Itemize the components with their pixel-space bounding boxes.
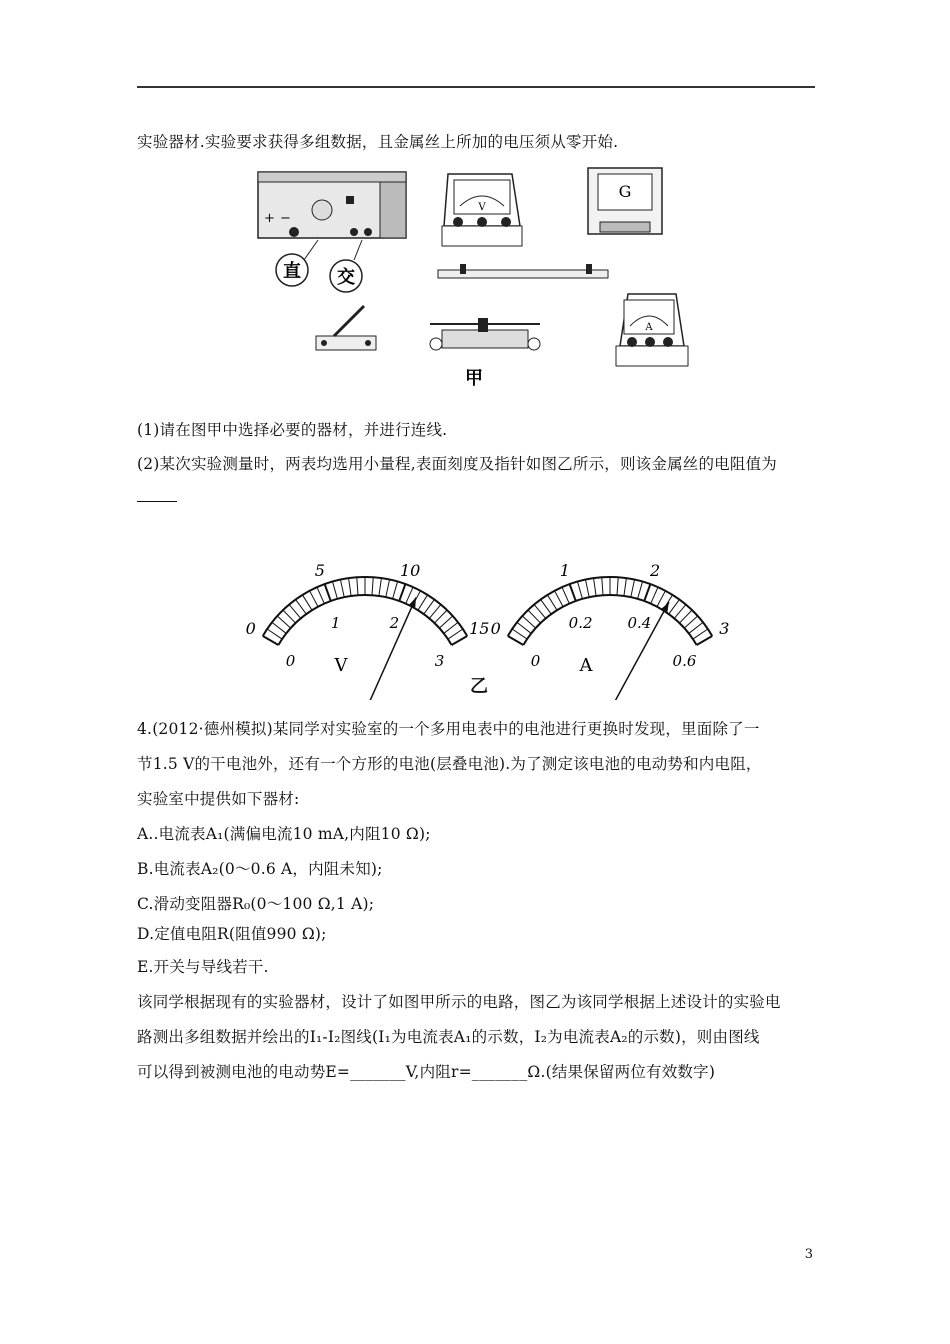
meter-symbol: A bbox=[579, 655, 593, 676]
scale-tick bbox=[638, 582, 643, 599]
scale-tick bbox=[522, 616, 535, 628]
item-c: C.滑动变阻器R₀(0～100 Ω,1 A); bbox=[137, 895, 375, 913]
scale-tick bbox=[562, 587, 569, 603]
dc-label: 直 bbox=[283, 261, 301, 282]
inner-scale-label: 0 bbox=[285, 652, 296, 670]
scale-tick bbox=[310, 591, 318, 607]
inner-scale-label: 0.2 bbox=[568, 614, 593, 633]
scale-tick bbox=[534, 605, 546, 619]
outer-scale-label: 3 bbox=[719, 619, 730, 638]
svg-text:−: − bbox=[280, 211, 291, 226]
scale-tick bbox=[277, 616, 290, 628]
ac-label: 交 bbox=[337, 267, 355, 288]
scale-tick bbox=[631, 580, 635, 598]
outer-scale-label: 0 bbox=[490, 619, 501, 638]
item-a: A..电流表A₁(满偏电流10 mA,内阻10 Ω); bbox=[137, 825, 431, 843]
galvanometer-device bbox=[588, 168, 662, 234]
item-d: D.定值电阻R(阻值990 Ω); bbox=[137, 925, 327, 943]
item-e: E.开关与导线若干. bbox=[137, 958, 269, 976]
scale-tick bbox=[512, 629, 527, 639]
scale-tick bbox=[439, 616, 452, 628]
scale-tick bbox=[679, 610, 692, 623]
ammeter-dial bbox=[491, 561, 730, 700]
scale-tick bbox=[386, 580, 390, 598]
scale-tick bbox=[283, 610, 296, 623]
scale-tick bbox=[669, 600, 680, 615]
scale-tick bbox=[349, 578, 352, 596]
scale-tick bbox=[528, 610, 541, 623]
svg-text:G: G bbox=[618, 182, 632, 201]
metal-wire-board bbox=[438, 264, 608, 278]
switch-device bbox=[316, 306, 376, 350]
scale-tick bbox=[317, 587, 324, 603]
outer-scale-label: 1 bbox=[559, 560, 570, 580]
scale-tick bbox=[547, 595, 557, 610]
outer-scale-label: 2 bbox=[650, 560, 661, 580]
scale-tick bbox=[617, 577, 618, 595]
meter-needle bbox=[369, 598, 416, 700]
p4-line-1: 4.(2012·德州模拟)某同学对实验室的一个多用电表中的电池进行更换时发现，里面除了一 bbox=[137, 720, 760, 738]
scale-tick bbox=[689, 622, 703, 633]
outer-scale-label: 5 bbox=[314, 560, 325, 580]
scale-tick bbox=[267, 629, 282, 639]
scale-tick bbox=[448, 629, 463, 639]
scale-tick bbox=[340, 580, 344, 598]
scale-tick bbox=[602, 577, 603, 595]
answer-blank bbox=[137, 488, 177, 506]
scale-tick bbox=[684, 616, 697, 628]
scale-tick bbox=[555, 591, 563, 607]
scale-tick bbox=[399, 584, 405, 601]
scale-tick bbox=[693, 629, 708, 639]
scale-tick bbox=[674, 605, 686, 619]
scale-tick bbox=[644, 584, 650, 601]
p5-line-2: 路测出多组数据并绘出的I₁-I₂图线(I₁为电流表A₁的示数，I₂为电流表A₂的示数)，则由图线 bbox=[137, 1028, 760, 1046]
scale-tick bbox=[406, 587, 413, 603]
voltmeter-dial bbox=[246, 561, 490, 700]
scale-tick bbox=[325, 584, 331, 601]
scale-tick bbox=[434, 610, 447, 623]
scale-tick bbox=[541, 600, 552, 615]
svg-text:V: V bbox=[478, 202, 486, 213]
scale-tick bbox=[570, 584, 576, 601]
scale-tick bbox=[357, 577, 358, 595]
scale-tick bbox=[594, 578, 597, 596]
p4-line-3: 实验室中提供如下器材: bbox=[137, 790, 300, 808]
inner-scale-label: 2 bbox=[389, 614, 400, 633]
scale-tick bbox=[393, 582, 398, 599]
page-number: 3 bbox=[804, 1247, 813, 1262]
p5-line-3: 可以得到被测电池的电动势E=_______V,内阻r=_______Ω.(结果保留两位有效数字) bbox=[137, 1063, 716, 1081]
outer-scale-label: 15 bbox=[469, 619, 490, 638]
scale-tick bbox=[372, 577, 373, 595]
p5-line-1: 该同学根据现有的实验器材，设计了如图甲所示的电路，图乙为该同学根据上述设计的实验电 bbox=[137, 993, 781, 1011]
outer-scale-label: 0 bbox=[245, 619, 256, 638]
question-2: (2)某次实验测量时，两表均选用小量程,表面刻度及指针如图乙所示，则该金属丝的电阻值为 bbox=[137, 455, 777, 473]
scale-tick bbox=[296, 600, 307, 615]
scale-tick bbox=[429, 605, 441, 619]
figure-jia-caption: 甲 bbox=[465, 368, 483, 389]
figure-jia-apparatus bbox=[250, 160, 700, 395]
scale-tick bbox=[517, 622, 531, 633]
header-rule bbox=[137, 86, 815, 88]
scale-tick bbox=[302, 595, 312, 610]
scale-tick bbox=[585, 580, 589, 598]
scale-tick bbox=[332, 582, 337, 599]
outer-scale-label: 10 bbox=[399, 560, 421, 580]
meter-symbol: V bbox=[334, 655, 348, 676]
inner-scale-label: 3 bbox=[434, 652, 445, 670]
scale-tick bbox=[418, 595, 428, 610]
scale-tick bbox=[289, 605, 301, 619]
figure-yi-caption: 乙 bbox=[470, 676, 489, 697]
scale-tick bbox=[272, 622, 286, 633]
svg-text:A: A bbox=[645, 322, 653, 333]
ammeter-device bbox=[616, 294, 688, 366]
voltmeter-device bbox=[442, 174, 522, 246]
scale-tick bbox=[651, 587, 658, 603]
scale-tick bbox=[444, 622, 458, 633]
power-supply bbox=[258, 172, 406, 238]
svg-text:+: + bbox=[264, 211, 275, 226]
scale-tick bbox=[379, 578, 382, 596]
inner-scale-label: 1 bbox=[330, 614, 341, 633]
inner-scale-label: 0.4 bbox=[627, 614, 652, 633]
inner-scale-label: 0.6 bbox=[672, 652, 697, 670]
p4-line-2: 节1.5 V的干电池外，还有一个方形的电池(层叠电池).为了测定该电池的电动势和内电阻， bbox=[137, 755, 762, 773]
scale-tick bbox=[624, 578, 627, 596]
question-1: (1)请在图甲中选择必要的器材，并进行连线. bbox=[137, 421, 448, 439]
scale-tick bbox=[657, 591, 665, 607]
scale-tick bbox=[424, 600, 435, 615]
inner-scale-label: 0 bbox=[530, 652, 541, 670]
intro-text: 实验器材.实验要求获得多组数据，且金属丝上所加的电压须从零开始. bbox=[137, 133, 619, 151]
item-b: B.电流表A₂(0～0.6 A，内阻未知); bbox=[137, 860, 383, 878]
rheostat-device bbox=[430, 318, 540, 350]
scale-tick bbox=[577, 582, 582, 599]
